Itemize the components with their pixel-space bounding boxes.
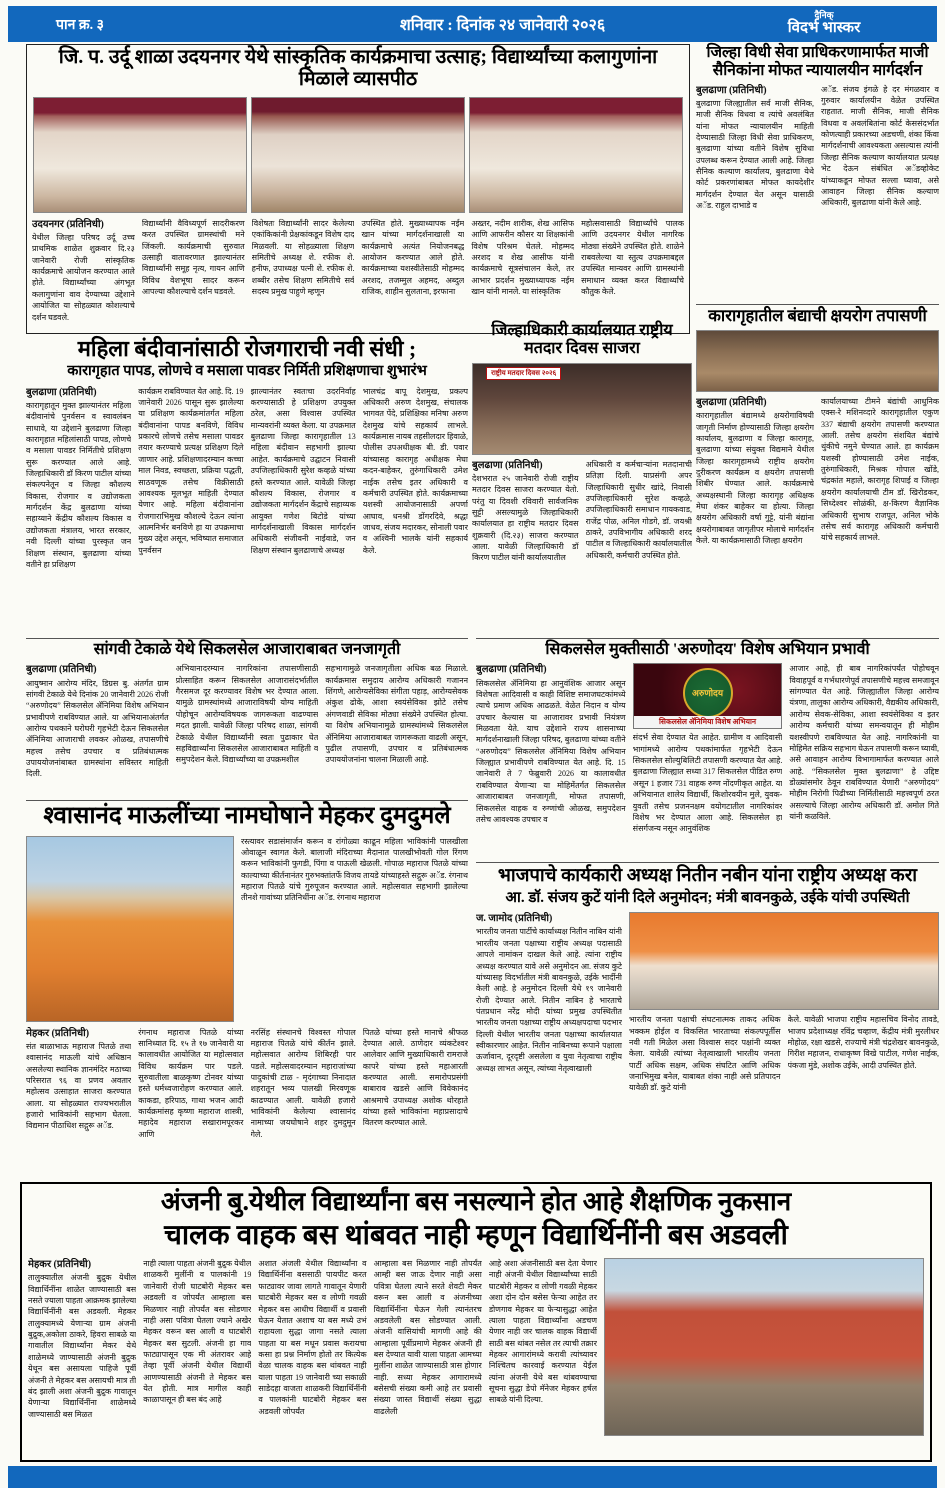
bjp-lower-cols xyxy=(629,1014,939,1150)
photo-palkhi-procession xyxy=(26,836,234,1022)
article-column: सहभागामुळे जनजागृतीला अधिक बळ मिळाले. कार्यक्रमास समुदाय आरोग्य अधिकारी गजानन शिंगणे, आरोग्यसेविका संगीता पहाड़, आरोग्यसेवक अंकुश ढोके, आशा स्वयंसेविका झोटे तसेच अंगणवाडी सेविका मोठ्या संख्येने उपस्थित होत्या. या विशेष अभियानामुळे ग्रामस्थांमध्ये सिकलसेल ॲनिमिया आजाराबाबत जागरूकता वाढली असून, पुढील तपासणी, उपचार व प्रतिबंधात्मक उपाययोजनांना चालना मिळाली आहे. xyxy=(325,664,469,765)
headline-voters-day: जिल्हाधिकारी कार्यालयात राष्ट्रीय मतदार दिवस साजरा xyxy=(491,322,673,358)
article-bus xyxy=(20,1182,932,1462)
headline-arunoday: सिकलसेल मुक्तीसाठी 'अरुणोदय' विशेष अभियान प्रभावी xyxy=(545,641,870,658)
page-number: पान क्र. ३ xyxy=(56,17,104,33)
photo-bjp-group xyxy=(629,912,939,1010)
bjp-right-block xyxy=(629,912,939,1150)
article-column: बुलढाणा (प्रतिनिधी) आयुष्मान आरोग्य मंदिर, डिग्रस बु. अंतर्गत ग्राम सांगवी टेकाळे येथे दिनांक 20 जानेवारी 2026 रोजी “अरुणोदय” सिकलसेल ॲनिमिया विशेष अभियान प्रभावीपणे राबविण्यात आले. या अभियानाअंतर्गत आरोग्य पथकाने घरोघरी गृहभेटी देऊन सिकलसेल ॲनिमिया आजाराची लवकर ओळख, तपासणीचे महत्त्व तसेच उपचार व प्रतिबंधात्मक उपाययोजनांबाबत ग्रामस्थांना सविस्तर माहिती दिली. xyxy=(26,664,169,779)
article-column: बुलढाणा (प्रतिनिधी) सिकलसेल ॲनिमिया हा आनुवंशिक आजार असून विशेषतः आदिवासी व काही विशिष्ट समाजघटकांमध्ये त्याचे प्रमाण अधिक आढळते. वेळेत निदान व योग्य उपचार केल्यास या आजारावर प्रभावी नियंत्रण मिळवता येते. याच उद्देशाने राज्य शासनाच्या मार्गदर्शनाखाली जिल्हा परिषद, बुलढाणा यांच्या वतीने “अरुणोदय” सिकलसेल ॲनिमिया विशेष अभियान जिल्ह्यात प्रभावीपणे राबविण्यात येत आहे. दि. 15 जानेवारी ते 7 फेब्रुवारी 2026 या कालावधीत राबविण्यात येणाऱ्या या मोहिमेंतर्गत सिकलसेल आजाराबाबत जनजागृती, मोफत तपासणी, सिकलसेल वाहक व रुग्णांची ओळख, समुपदेशन तसेच आवश्यक उपचार व xyxy=(476,664,626,824)
body-shwasanand xyxy=(26,1027,468,1173)
article-column: बुलढाणा (प्रतिनिधी) बुलढाणा जिल्ह्यातील सर्व माजी सैनिक, माजी सैनिक विधवा व त्यांचे अवलंबित यांना मोफत न्यायालयीन माहिती देण्यासाठी जिल्हा विधी सेवा प्राधिकरण, बुलढाणा यांच्या वतीने विशेष सुविधा उपलब्ध करून देण्यात आली आहे. जिल्हा सैनिक कल्याण कार्यालय, बुलढाणा येथे कोर्ट प्रकरणांबाबत मोफत कायदेशीर मार्गदर्शन देण्यात येत असून यासाठी अॅड. राहुल दाभाडे व xyxy=(696,84,814,211)
voters-day-banner: राष्ट्रीय मतदार दिवस २०२६ xyxy=(486,367,561,380)
photo-voters-day xyxy=(472,363,692,455)
article-column: अधिकारी व कर्मचाऱ्यांना मतदानाची प्रतिज्ञा दिली. याप्रसंगी अपर जिल्हाधिकारी सुधीर खांदे, निवासी उपजिल्हाधिकारी सुरेश कव्हळे, उपजिल्हाधिकारी समाधान गायकवाड, राजेंद्र पोळ, अनिल गोडगे, डॉ. जयश्री ठाकरे, उपविभागीय अधिकारी शरद पाटील व जिल्हाधिकारी कार्यालयातील अधिकारी, कर्मचारी उपस्थित होते. xyxy=(585,459,692,560)
headline-bus-line1: अंजनी बु.येथील विद्यार्थ्यांना बस नसल्याने होत आहे शैक्षणिक नुकसान xyxy=(160,1187,792,1216)
headline-women-prisoners: महिला बंदीवानांसाठी रोजगाराची नवी संधी ; xyxy=(77,336,417,361)
article-column: बुलढाणा (प्रतिनिधी) कारागृहातून मुक्त झाल्यानंतर महिला बंदीवानांचे पुनर्वसन व स्वावलंबन साधावे, या उद्देशाने बुलढाणा जिल्हा कारागृहात महिलांसाठी पापड, लोणचे व मसाला पावडर निर्मितीचे प्रशिक्षण सुरू करण्यात आले आहे. जिल्हाधिकारी डॉ किरण पाटील यांच्या संकल्पनेतून व जिल्हा कौशल्य विकास, रोजगार व उद्योजकता मार्गदर्शन केंद्र बुलढाणा यांच्या सहाय्याने केंद्रीय कौशल्य विकास व उद्योजकता मंत्रालय, भारत सरकार, नवी दिल्ली यांच्या पुरस्कृत जन शिक्षण संस्थान, बुलढाणा यांच्या वतीने हा प्रशिक्षण xyxy=(26,386,132,569)
byline-legal-aid: बुलढाणा (प्रतिनिधी) xyxy=(696,84,767,96)
article-column: विशेषतः विद्यार्थ्यांनी सादर केलेल्या एकांकिकांनी प्रेक्षकांकडून विशेष दाद मिळवली. या सोहळ्याला शिक्षण समितीचे अध्यक्ष शे. रफीक शे. हनीफ, उपाध्यक्ष पत्नी शे. रफीक शे. शब्बीर तसेच शिक्षण समितीचे सर्व सदस्य प्रमुख पाहुणे म्हणून xyxy=(251,218,355,296)
photo-row-udaynagar xyxy=(33,97,683,213)
headline-bus-line2: चालक वाहक बस थांबवत नाही म्हणून विद्यार्थिनींनी बस अडवली xyxy=(164,1219,788,1251)
photo-tb-camp xyxy=(696,330,939,392)
headline-sangvi-tekale: सांगवी टेकाळे येथे सिकलसेल आजाराबाबत जनजागृती xyxy=(93,641,401,658)
article-column: केले. यावेळी भाजपा राष्ट्रीय महासचिव विनोद तावडे, भाजप प्रदेशाध्यक्ष रविंद्र चव्हाण, केंद्रीय मंत्री मुरलीधर मोहोळ, रक्षा खडसे, राज्याचे मंत्री चंद्रशेखर बावनकुळे, गिरीश महाजन, राधाकृष्ण विखे पाटील, गणेश नाईक, पंकजा मुंडे, अशोक उईके, आदी उपस्थित होते. xyxy=(787,1015,939,1070)
article-sangvi-tekale xyxy=(26,638,468,798)
article-column: मेहकर (प्रतिनिधी) संत बाळाभाऊ महाराज पितळे तथा श्वासानंद माऊली यांचे अधिष्ठान असलेल्या स्थानिक ज्ञानमंदिर मठाच्या परिसरात ९६ वा प्रणव अवतार महोत्सव उत्साहात साजरा करण्यात आला. या सोहळ्यात राज्यभरातील हजारो भाविकांनी सहभाग घेतला. विद्यमान पीठाधिश सद्गुरू अॅड. xyxy=(26,1027,132,1131)
photo-cultural-program-3 xyxy=(469,97,683,213)
masthead-top-label: दैनिक् xyxy=(814,10,834,21)
byline-sangvi-tekale: बुलढाणा (प्रतिनिधी) xyxy=(26,664,97,676)
byline-bus: मेहकर (प्रतिनिधी) xyxy=(28,1259,92,1271)
article-legal-aid xyxy=(696,44,939,304)
masthead-title: विदर्भ भास्कर xyxy=(787,19,861,36)
article-column: ज. जामोद (प्रतिनिधी) भारतीय जनता पार्टीचे कार्याध्यक्ष नितीन नाबिन यांनी भारतीय जनता पक्षाच्या राष्ट्रीय अध्यक्ष पदासाठी आपले नामांकन दाखल केले आहे. त्यांना राष्ट्रीय अध्यक्ष करण्यात यावे असे अनुमोदन आ. संजय कुटे यांच्यासह विदर्भातील मंत्री बावनकुळे, उईके भार्दीनी केली आहे. हे अनुमोदन दिल्ली येथे १९ जानेवारी रोजी देण्यात आले. नितीन नाबिन हे भारताचे पंतप्रधान नरेंद्र मोदी यांच्या प्रमुख उपस्थितीत भारतीय जनता पक्षाच्या राष्ट्रीय अध्यक्षपदाचा पदभार दिल्ली येथील भारतीय जनता पक्षाच्या कार्यालयात स्वीकारणार आहेत. नितीन नाबिनच्या रूपाने पक्षाला ऊर्जावान, दूरदृष्टी असलेला व युवा नेतृत्वाचा राष्ट्रीय अध्यक्ष लाभत असून, त्यांच्या नेतृत्वाखाली xyxy=(476,913,622,1073)
article-udaynagar xyxy=(26,44,690,334)
article-column: रस्त्यावर सडासंमार्जन करून व रांगोळ्या काढून महिला भाविकांनी पालखीला ओवाळून स्वागत केले. बालाजी मंदिराच्या मैदानात पालखीभोवती गोल रिंगण करून भाविकांनी फुगडी, पिंगा व पाऊली खेळली. गोपाळ महाराज पितळे यांच्या काल्याच्या कीर्तनानंतर गुरुभक्तांतर्फे विजय तायडे यांच्याहस्ते सद्गुरू अॅड. रंगनाथ महाराज पितळे यांचे गुरुपूजन करण्यात आले. महोत्सवात सहभागी झालेल्या तीनशे गावांच्या प्रतिनिधींना अॅड. रंगनाथ महाराज xyxy=(241,836,468,903)
article-women-prisoners xyxy=(26,336,468,636)
date-line: शनिवार : दिनांक २४ जानेवारी २०२६ xyxy=(399,17,606,34)
byline-tb-checkup: बुलढाणा (प्रतिनिधी) xyxy=(696,396,767,408)
article-column: बुलढाणा (प्रतिनिधी) कारागृहातील बंद्यामध्ये क्षयरोगाविषयी जागृती निर्माण होण्यासाठी जिल्हा क्षयरोग कार्यालय, बुलढाणा व जिल्हा कारागृह, बुलढाणा यांच्या संयुक्त विद्यमाने येथील जिल्हा कारागृहामध्ये राष्ट्रीय क्षयरोग दुरीकरण कार्यक्रम व क्षयरोग तपासणी शिबीर घेण्यात आले. कार्यक्रमाचे अध्यक्षस्थानी जिल्हा कारागृह अधिक्षक मेघा शंकर बाहेकर या होत्या. जिल्हा क्षयरोग अधिकारी वर्षा गुट्टे, यांनी बंद्यांना क्षयरोगाबाबत जागृतीपर मोलाचे मार्गदर्शन केले. या कार्यक्रमासाठी जिल्हा क्षयरोग xyxy=(696,396,814,546)
footer-bar xyxy=(8,1466,937,1488)
arunoday-caption: सिकलसेल ॲनिमिया विशेष अभियान xyxy=(634,716,782,729)
article-column: आहे अशा अंजनीसाठी बस देता येणार नाही अंजनी येथील विद्यार्थ्यांच्या साठी घाटबोरी मेहकर व लोणी गवळी मेहकर अशा दोन दोन बसेस फेऱ्या आहेत तर डोणगाव मेहकर या फेऱ्यासुद्धा आहेत त्याला पाहता विद्यार्थ्यांना अडचण येणार नाही जर चालक वाहक विद्यार्थी साठी बस थांबत नसेल तर त्याची तक्रार मेहकर आगारांमध्ये करावी त्यांच्यावर निश्चितच कारवाई करण्यात येईल त्यांना अंजनी येथे बस थांबवण्याचा सूचना सुद्धा डेपो मॅनेजर मेहकर हर्षल साबळे यांनी दिल्या. xyxy=(488,1259,598,1405)
body-tb-checkup xyxy=(696,396,939,634)
byline-shwasanand: मेहकर (प्रतिनिधी) xyxy=(26,1027,90,1039)
bjp-body-row xyxy=(476,912,939,1150)
article-column: पितळे यांच्या हस्ते मानाचे श्रीफळ देण्यात आले. ठाणेदार व्यंकटेश्वर आलेवार आणि मुख्याधिकारी रामराजे कापरे यांच्या हस्ते महाआरती करण्यात आली. समारोपप्रसंगी बाबाराव खडसे आणि विवेकानंद आश्रमाचे उपाध्यक्ष अशोक थोरहाते यांच्या हस्ते भाविकांना महाप्रसादाचे वितरण करण्यात आले. xyxy=(362,1027,468,1128)
article-column: झाल्यानंतर स्वतःचा उदरनिर्वाह करण्यासाठी हे प्रशिक्षण उपयुक्त ठरेल, असा विश्वास उपस्थित मान्यवरांनी व्यक्त केला. या उपक्रमात बुलढाणा जिल्हा कारागृहातील 13 महिला बंदीवान सहभागी झाल्या आहेत. कार्यक्रमाचे उद्घाटन निवासी उपजिल्हाधिकारी सुरेश कव्हळे यांच्या हस्ते करण्यात आले. यावेळी जिल्हा कौशल्य विकास, रोजगार व उद्योजकता मार्गदर्शन केंद्राचे सहाय्यक आयुक्त गणेश बिटोडे यांच्या मार्गदर्शनाखाली विकास मार्गदर्शन अधिकारी संजीवनी नाईवाडे, जन शिक्षण संस्थान बुलढाणाचे अध्यक्ष xyxy=(250,386,356,555)
article-column: अरुणोदय सिकलसेल ॲनिमिया विशेष अभियान संदर्भ सेवा देण्यात येत आहेत. ग्रामीण व आदिवासी भागांमध्ये आरोग्य पथकांमार्फत गृहभेटी देऊन सिकलसेल सोल्युबिलिटी तपासणी करण्यात येत आहे. बुलढाणा जिल्ह्यात सध्या 317 सिकलसेल पीडित रुग्ण असून 1 हजार 731 वाहक रुग्ण नोंदणीकृत आहेत. या अभियानात शालेय विद्यार्थी, किशोरवयीन मुले, युवक-युवती तसेच प्रजननक्षम वयोगटातील नागरिकांवर विशेष भर देण्यात आला आहे. सिकलसेल हा संसर्गजन्य नसून आनुवंशिक xyxy=(633,663,783,853)
article-column: महोत्सवासाठी विद्यार्थ्यांचे पालक आणि उदयनगर येथील नागरिक मोठ्या संख्येने उपस्थित होते. शाळेने राबवलेल्या या स्तुत्य उपक्रमाबद्दल उपस्थित मान्यवर आणि ग्रामस्थांनी समाधान व्यक्त करत विद्यार्थ्यांचे कौतुक केले. xyxy=(581,218,684,296)
body-legal-aid xyxy=(696,84,939,290)
article-column: विद्यार्थ्यांनी वैविध्यपूर्ण सादरीकरण करत उपस्थित ग्रामस्थांची मने जिंकली. कार्यक्रमाची सुरुवात उत्साही वातावरणात झाल्यानंतर विद्यार्थ्यांनी समूह नृत्य, गायन आणि विविध वेशभूषा सादर करून आपल्या कौशल्याचे दर्शन घडवले. xyxy=(141,218,245,296)
article-column: कार्यालयाच्या टीमने बंद्यांची आधुनिक एक्स-रे मशिनव्दारे कारागृहातील एकुण 337 बंद्याची क्षयरोग तपासणी करण्यात आली. तसेच क्षयरोग संशयित बंद्यांचे थुंकीचे नमुने घेण्यात आले. हा कार्यक्रम यशस्वी होण्यासाठी उमेश नाईक, तुरुंगाधिकारी, मिश्रक गोपाल खोंडे, चंद्रकांत महाले, कारागृह शिपाई व जिल्हा क्षयरोग कार्यालयाची टीम डॉ. खिरोडकर, सिध्देश्वर सोळंकी, क्ष-किरण वैज्ञानिक अधिकारी सुभाष राजपूत, अनिल भोके तसेच सर्व कारागृह अधिकारी कर्मचारी यांचे सहकार्य लाभले. xyxy=(821,396,939,543)
arunoday-emblem: अरुणोदय xyxy=(683,668,733,718)
photo-bus-blockade xyxy=(604,1258,924,1436)
article-column: अशात अंजली येथील विद्यार्थ्यांना व विद्यार्थिनींना बससाठी पायपीट करत फाट्यावर जावा लागते गावातून येणारी घाटबोरी मेहकर बस व लोणी गवळी मेहकर बस आधीच विद्यार्थी व प्रवासी घेऊन येतात अशाच या बस मध्ये उभं राहायला सुद्धा जागा नसते त्याला पाहता या बस मधून प्रवास करायचा कसा हा प्रश्न निर्माण होतो तर कित्येक वेळा चालक वाहक बस थांबवत नाही याला पाहता 19 जानेवारी च्या सकाळी साडेदहा वाजता शाळकरी विद्यार्थिनींनी व पालकांनी घाटबोरी मेहकर बस अडवली जोपर्यंत xyxy=(258,1259,367,1416)
article-column: उदयनगर (प्रतिनिधी) येथील जिल्हा परिषद उर्दू उच्च प्राथमिक शाळेत शुक्रवार दि.२३ जानेवारी रोजी सांस्कृतिक कार्यक्रमाचे आयोजन करण्यात आले होते. विद्यार्थ्यांच्या अंगभूत कलागुणांना वाव देण्याच्या उद्देशाने आयोजित या सोहळ्यात कोशल्याचे दर्शन घडवले. xyxy=(32,218,135,322)
article-column: रंगनाथ महाराज पितळे यांच्या सानिध्यात दि. १५ ते १७ जानेवारी या कालावधीत आयोजित या महोत्सवात विविध कार्यक्रम पार पडले. सुरुवातीला बाळकृष्ण टोनवर यांच्या हस्ते धर्मध्वजारोहण करण्यात आले. काकडा, हरिपाठ, गाथा भजन आदी कार्यक्रमांसह कृष्णा महाराज शास्त्री, महादेव महाराज सखारामपूरकर आणि xyxy=(138,1027,244,1139)
article-column: अख्तर, नदीम शारीक, शेख आसिफ आणि आफरीन कौसर या शिक्षकांनी विशेष परिश्रम घेतले. मोहम्मद अरशद व शेख आसीफ यांनी कार्यक्रमाचे सूत्रसंचालन केले, तर आभार प्रदर्शन मुख्याध्यापक नईम खान यांनी मानले. या सांस्कृतिक xyxy=(471,218,575,296)
article-column: नरसिंह संस्थानचे विश्वस्त गोपाल महाराज पितळे यांचे कीर्तन झाले. महोत्सवात आरोग्य शिबिरही पार पडले. महोत्सवादरम्यान महाराजांच्या पादुकांची टाळ - मृदंगाच्या निनादात शहरातून भव्य पालखी मिरवणूक काढण्यात आली. यावेळी हजारो भाविकांनी केलेल्या श्वासानंद नामाच्या जयघोषाने शहर दुमदुमून गेले. xyxy=(250,1027,356,1139)
article-column: अॅड. संजय इंगळे हे दर मंगळवार व गुरुवार कार्यालयीन वेळेत उपस्थित राहतात. माजी सैनिक, माजी सैनिक विधवा व अवलंबितांना कोर्ट केससंदर्भात कोणत्याही प्रकारच्या अडचणी, शंका किंवा मार्गदर्शनाची आवश्यकता असल्यास त्यांनी जिल्हा सैनिक कल्याण कार्यालयात प्रत्यक्ष भेट देऊन संबंधित अॅडव्होकेट यांच्याकडून मोफत सल्ला घ्यावा, असे आवाहन जिल्हा सैनिक कल्याण अधिकारी, बुलढाणा यांनी केले आहे. xyxy=(821,84,939,208)
article-column: कार्यक्रम राबविण्यात येत आहे. दि. 19 जानेवारी 2026 पासून सुरू झालेल्या या प्रशिक्षण कार्यक्रमांतर्गत महिला बंदीवानांना पापड बनविणे, विविध प्रकारचे लोणचे तसेच मसाला पावडर तयार करण्याचे प्रत्यक्ष प्रशिक्षण दिले जाणार आहे. प्रशिक्षणादरम्यान कच्चा माल निवड, स्वच्छता, प्रक्रिया पद्धती, साठवणूक तसेच विक्रीसाठी आवश्यक मूलभूत माहिती देण्यात येणार आहे. महिला बंदीवानांना रोजगाराभिमुख कौशल्ये देऊन त्यांना आत्मनिर्भर बनविणे हा या उपक्रमाचा मुख्य उद्देश असून, भविष्यात समाजात पुनर्वसन xyxy=(138,386,244,555)
headline-legal-aid: जिल्हा विधी सेवा प्राधिकरणामार्फत माजी सैनिकांना मोफत न्यायालयीन मार्गदर्शन xyxy=(706,44,929,79)
headline-tb-checkup: कारागृहातील बंद्याची क्षयरोग तपासणी xyxy=(708,306,927,325)
photo-cultural-program-1 xyxy=(33,97,247,213)
article-column: आम्हाला बस मिळणार नाही तोपर्यंत आम्ही बस जाऊ देणार नाही असा पवित्रा घेतला त्याने सरते शेवटी मेकर वरून बस आली व अंजनीच्या विद्यार्थिनींना घेऊन गेली त्यानंतरच अडवलेली बस सोडण्यात आली. अंजनी वासियांची मागणी आहे की आम्हाला पूर्वीप्रमाणे मेहकर अंजनी ही बस देण्यात यावी याला पाहता आमच्या मुलींना शाळेत जाण्यासाठी त्रास होणार नाही. सध्या मेहकर आगारामध्ये बसेसची संख्या कमी आहे तर प्रवासी संख्या जास्त विद्यार्थी संख्या सुद्धा वाढलेली xyxy=(373,1259,482,1416)
arunoday-logo xyxy=(633,663,783,729)
headline-udaynagar: जि. प. उर्दू शाळा उदयनगर येथे सांस्कृतिक कार्यक्रमाचा उत्साह; विद्यार्थ्यांच्या कलागुणांना मिळाले व्यासपीठ xyxy=(58,47,658,91)
article-column: आजार आहे, ही बाब नागरिकांपर्यंत पोहोचवून विवाहपूर्व व गर्भधारणेपूर्व तपासणीचे महत्त्व समजावून सांगण्यात येत आहे. जिल्ह्यातील जिल्हा आरोग्य यंत्रणा, तालुका आरोग्य अधिकारी, वैद्यकीय अधिकारी, आरोग्य सेवक-सेविका, आशा स्वयंसेविका व इतर आरोग्य कर्मचारी यांच्या समन्वयातून ही मोहीम यशस्वीपणे राबविण्यात येत आहे. नागरिकांनी या मोहिमेत सक्रिय सहभाग घेऊन तपासणी करून घ्यावी, असे आवाहन आरोग्य विभागामार्फत करण्यात आले आहे. “सिकलसेल मुक्त बुलढाणा” हे उद्दिष्ट डोळ्यांसमोर ठेवून राबविण्यात येणारी “अरुणोदय” मोहीम निरोगी पिढीच्या निर्मितीसाठी महत्त्वपूर्ण ठरत असल्याचे जिल्हा आरोग्य अधिकारी डॉ. अमोल गिते यांनी कळविले. xyxy=(789,664,940,822)
article-tb-checkup xyxy=(696,304,939,636)
byline-women-prisoners: बुलढाणा (प्रतिनिधी) xyxy=(26,386,97,398)
photo-cultural-program-2 xyxy=(251,97,465,213)
article-column: नाही त्याला पाहता अंजनी बुद्रुक येथील शाळकरी मुलींनी व पालकांनी 19 जानेवारी रोजी घाटबोरी मेहकर बस अडवली व जोपर्यंत आम्हाला बस मिळणार नाही तोपर्यंत बस सोडणार नाही असा पवित्रा घेतला ज्याने अखेर मेहकर वरून बस आली व घाटबोरी मेहकर बस सुटली. अंजनी हा गाव फाट्यापासून एक मी अंतरावर आहे तेव्हा पूर्वी अंजनी येथील विद्यार्थी आणण्यासाठी अंजनी ते मेहकर बस येत होती. मात्र मागील काही काळापासून ही बस बंद आहे xyxy=(143,1259,252,1405)
article-bjp xyxy=(476,862,939,1178)
body-sangvi-tekale xyxy=(26,663,468,791)
byline-arunoday: बुलढाणा (प्रतिनिधी) xyxy=(476,664,547,676)
subheadline-bjp: आ. डॉ. संजय कुटें यांनी दिले अनुमोदन; मंत्री बावनकुळे, उईके यांची उपस्थिती xyxy=(505,890,910,907)
subheadline-women-prisoners: कारागृहात पापड, लोणचे व मसाला पावडर निर्मिती प्रशिक्षणाचा शुभारंभ xyxy=(67,363,427,380)
article-column: भारतीय जनता पक्षाची संघटनात्मक ताकद अधिक भक्कम होईल व विकसित भारताच्या संकल्पपूर्तीस नवी गती मिळेल असा विश्वास सदर पक्षांनी व्यक्त केला. यावेळी त्यांच्या नेतृत्वाखाली भारतीय जनता पार्टी अधिक सक्षम, अधिक संघटित आणि अधिक जनाभिमुख बनेल, याबाबत शंका नाही असे प्रतिपादन यावेळी डॉ. कुटे यांनी xyxy=(629,1015,781,1093)
byline-bjp: ज. जामोद (प्रतिनिधी) xyxy=(476,913,553,925)
article-column: बुलढाणा (प्रतिनिधी) देशभरात २५ जानेवारी रोजी राष्ट्रीय मतदार दिवस साजरा करण्यात येतो. परंतु या दिवशी रविवारी सार्वजनिक सुट्टी असल्यामुळे जिल्हाधिकारी कार्यालयात हा राष्ट्रीय मतदार दिवस शुक्रवारी (दि.२३) साजरा करण्यात आला. यावेळी जिल्हाधिकारी डॉ किरण पाटील यांनी कार्यालयातील xyxy=(472,459,579,563)
article-column: भालचंद्र बापू देशमुख, प्रकल्प अधिकारी अरुण देशमुख, संचालक भागवत पेंदे, प्रशिक्षिका मनिषा अरुण देशमुख यांचे सहकार्य लाभले. कार्यक्रमास नायब तहसीलदार हिवाळे, पोलीस उपअधीक्षक बी. डी. पवार यांच्यासह कारागृह अधीक्षक मेघा कदन-बाहेकर, तुरुंगाधिकारी उमेश नाईक तसेच इतर अधिकारी व कर्मचारी उपस्थित होते. कार्यक्रमाच्या यशस्वी आयोजनासाठी अपर्णा आघाव, धनश्री डोंगरदिवे, श्रद्धा जाधव, संजय मदारकर, सोनाली पवार व अश्विनी भालके यांनी सहकार्य केले. xyxy=(362,386,468,555)
byline-voters-day: बुलढाणा (प्रतिनिधी) xyxy=(472,459,543,471)
body-women-prisoners xyxy=(26,386,468,622)
headline-bjp: भाजपाचे कार्यकारी अध्यक्ष नितीन नबीन यांना राष्ट्रीय अध्यक्ष करा xyxy=(497,866,918,886)
article-column: मेहकर (प्रतिनिधी) तालुक्यातील अंजनी बुद्रुक येथील विद्यार्थिनींना शाळेत जाण्यासाठी बस नसते ज्याला पाहता आक्रमक झालेल्या विद्यार्थिनींनी बस अडवली. मेहकर तालुक्यामध्ये येणाऱ्या ग्राम अंजनी बुद्रुक,अकोला ठाकरे, हिवरा साबळे या गावातील विद्यार्थ्यांना मेकर येथे शाळेमध्ये जाण्यासाठी अंजनी बुद्रुक येथून बस असायला पाहिजे पूर्वी अंजनी ते मेहकर बस असायची मात्र ती बंद झाली अशा अंजनी बुद्रुक गावातून येणाऱ्या विद्यार्थिनींना शाळेमध्ये जाण्यासाठी बस मिळत xyxy=(28,1259,137,1419)
article-arunoday xyxy=(476,638,939,860)
shwasanand-top-row xyxy=(26,836,468,1022)
body-voters-day xyxy=(472,459,692,625)
headline-shwasanand: श्वासानंद माऊलींच्या नामघोषाने मेहकर दुमदुमले xyxy=(43,803,451,829)
masthead-bar xyxy=(8,6,937,42)
article-column: उपस्थित होते. मुख्याध्यापक नईम खान यांच्या मार्गदर्शनाखाली या कार्यक्रमाचे अत्यंत नियोजनबद्ध आयोजन करण्यात आले होते. कार्यक्रमाच्या यशस्वीतेसाठी मोहम्मद अरशद, तजम्मुल अहमद, अब्दुल राजिक, शाहीन सुलताना, इरफाना xyxy=(361,218,465,296)
article-voters-day xyxy=(472,322,692,636)
bus-body-row xyxy=(28,1258,924,1438)
article-shwasanand xyxy=(26,800,468,1178)
article-column: अभियानादरम्यान नागरिकांना तपासणीसाठी प्रोत्साहित करून सिकलसेल आजारासंदर्भातील गैरसमज दूर करण्यावर विशेष भर देण्यात आला. यामुळे ग्रामस्थांमध्ये आजाराविषयी योग्य माहिती पोहोचून आरोग्यविषयक जागरूकता वाढण्यास मदत झाली. यावेळी जिल्हा परिषद शाळा, सांगवी टेकाळे येथील विद्यार्थ्यांनी स्वतः पुढाकार घेत सहविद्यार्थ्यांना सिकलसेल आजाराबाबत माहिती व समुपदेशन केले. विद्यार्थ्यांच्या या उपक्रमशील xyxy=(175,664,319,765)
byline-udaynagar: उदयनगर (प्रतिनिधी) xyxy=(32,218,104,230)
body-arunoday xyxy=(476,663,939,853)
newspaper-logo xyxy=(729,11,937,36)
